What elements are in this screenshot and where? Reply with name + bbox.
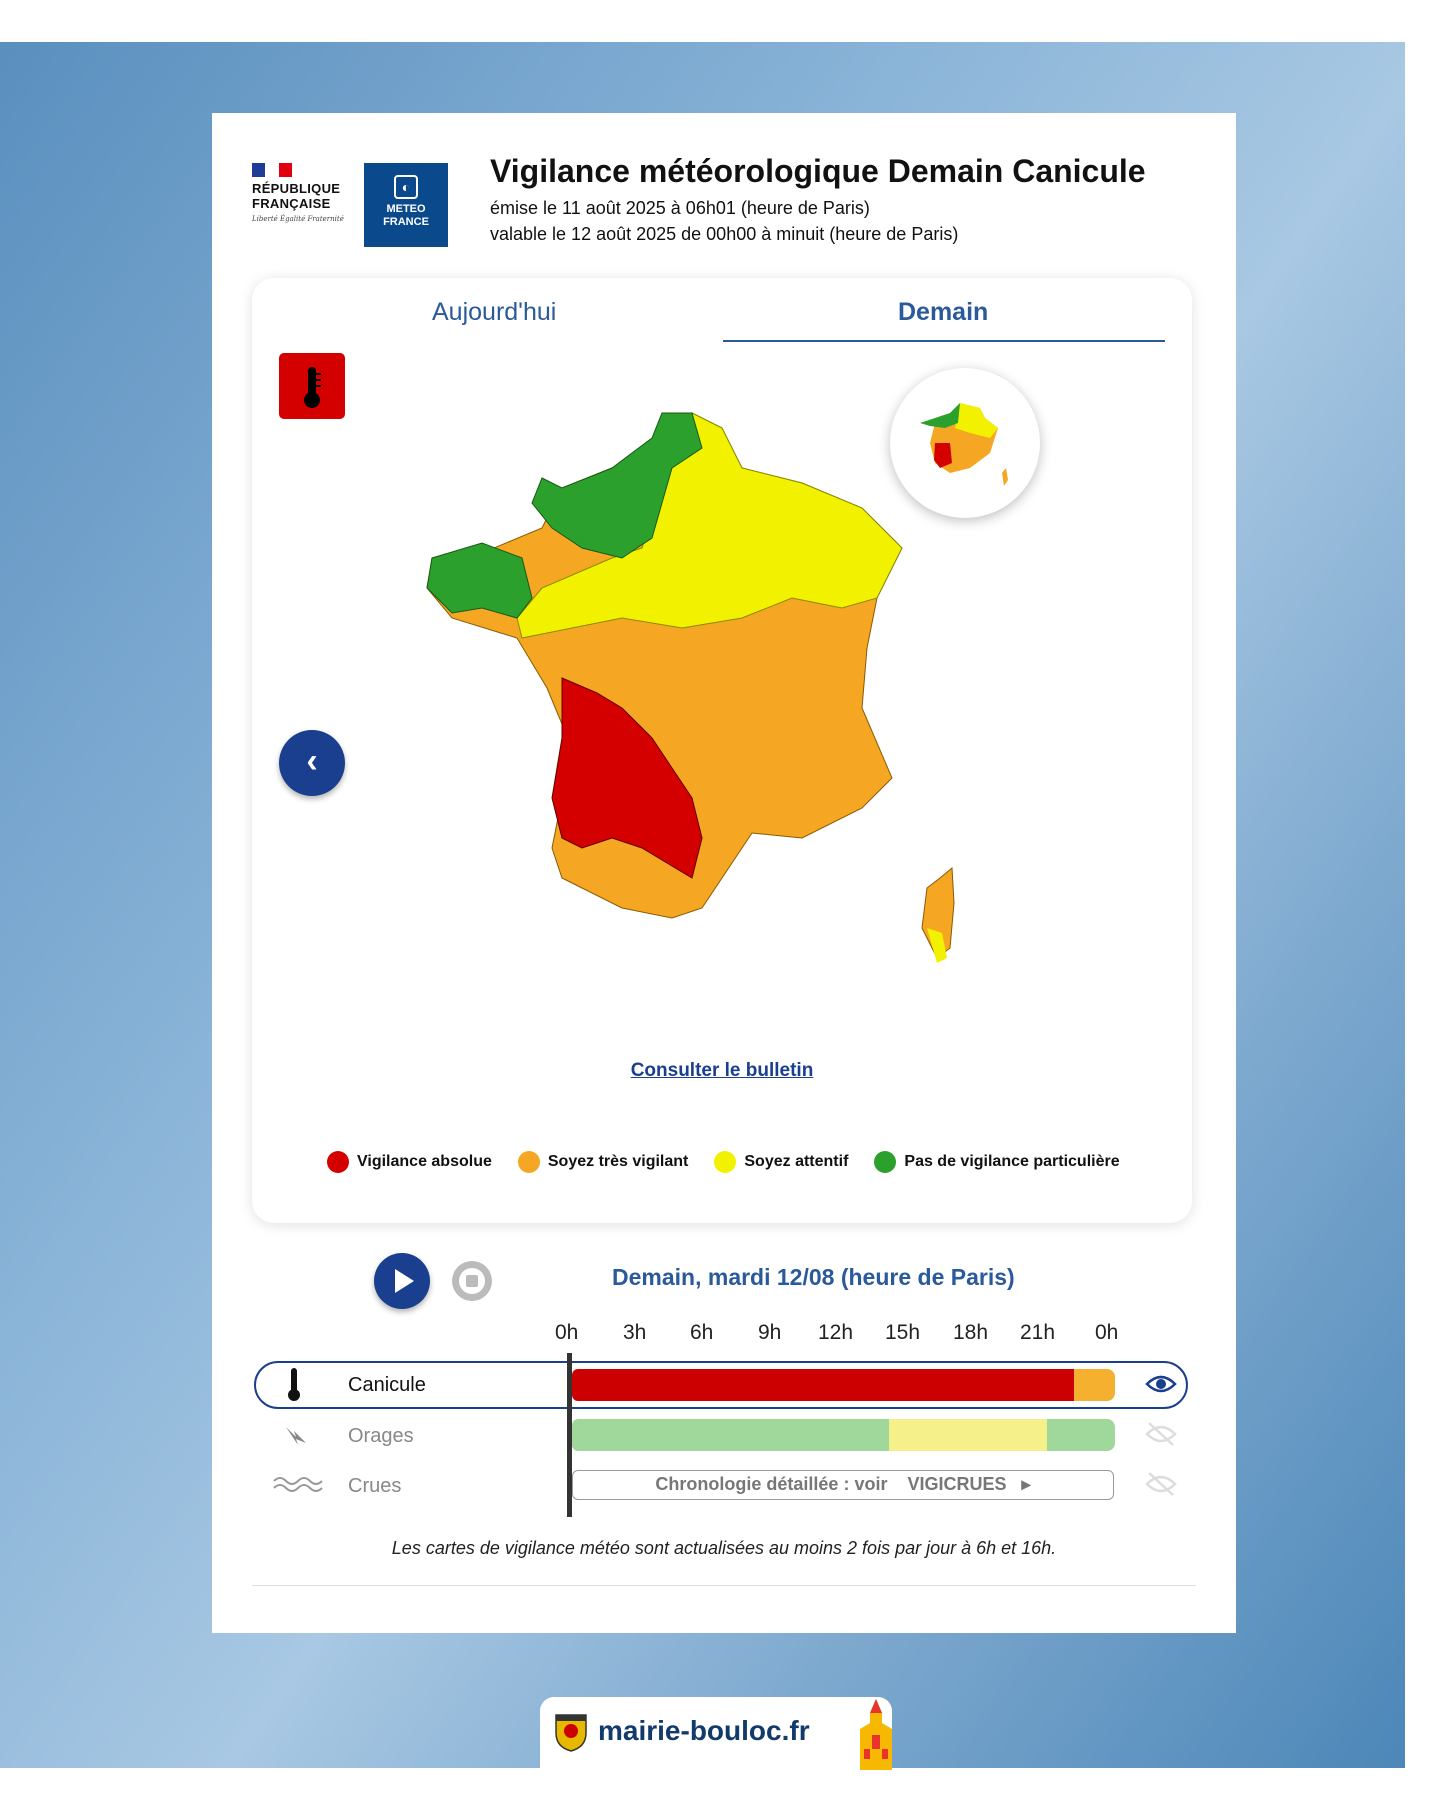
timeline-segment [572, 1369, 1074, 1401]
church-icon [846, 1699, 906, 1770]
active-tab-indicator [723, 340, 1165, 342]
legend-item: Vigilance absolue [327, 1151, 492, 1173]
legend-item: Pas de vigilance particulière [874, 1151, 1119, 1173]
thermometer-icon [282, 1365, 306, 1405]
chevron-right-icon: ▸ [1021, 1474, 1031, 1494]
republique-francaise-logo [252, 163, 352, 263]
eye-icon[interactable] [1145, 1371, 1177, 1397]
stop-icon [452, 1261, 492, 1301]
orange-dot-icon [518, 1151, 540, 1173]
tick-label: 0h [555, 1321, 579, 1344]
tick-label: 6h [690, 1321, 714, 1344]
previous-map-button[interactable] [279, 730, 345, 796]
timeline-segment [889, 1419, 1047, 1451]
eye-slash-icon[interactable] [1145, 1471, 1177, 1497]
timeline-segment [1074, 1369, 1115, 1401]
bulletin-container [252, 1060, 1192, 1082]
row-label-orages: Orages [348, 1425, 414, 1447]
row-label-canicule: Canicule [348, 1374, 426, 1396]
timeline-segment [1047, 1419, 1115, 1451]
map-legend [327, 1151, 1120, 1173]
validity-text: valable le 12 août 2025 de 00h00 à minuit (heure de Paris) [490, 224, 959, 244]
chevron-left-icon: ‹ [306, 742, 318, 780]
time-cursor[interactable] [567, 1353, 572, 1517]
tab-tomorrow[interactable]: Demain [898, 298, 989, 326]
legend-item: Soyez attentif [714, 1151, 848, 1173]
coat-of-arms-icon [554, 1711, 588, 1753]
play-button[interactable] [374, 1253, 430, 1309]
row-label-crues: Crues [348, 1475, 402, 1497]
map-panel [252, 278, 1192, 1223]
republique-line-1: RÉPUBLIQUE [252, 181, 341, 196]
yellow-dot-icon [714, 1151, 736, 1173]
tick-label: 12h [818, 1321, 854, 1344]
vigicrues-logo: VIGICRUES [907, 1474, 1007, 1494]
french-flag-icon [252, 163, 292, 177]
legend-item: Soyez très vigilant [518, 1151, 689, 1173]
mairie-banner [540, 1697, 892, 1770]
site-name[interactable]: mairie-bouloc.fr [598, 1715, 810, 1746]
tick-label: 21h [1020, 1321, 1056, 1344]
update-footnote: Les cartes de vigilance météo sont actualisées au moins 2 fois par jour à 6h et 16h. [391, 1538, 1057, 1558]
vigilance-card [212, 113, 1236, 1633]
tick-label: 15h [885, 1321, 921, 1344]
tick-label: 9h [758, 1321, 782, 1344]
eye-slash-icon[interactable] [1145, 1421, 1177, 1447]
waves-icon [272, 1473, 324, 1495]
vigicrues-link[interactable]: Chronologie détaillée : voir VIGICRUES ▸ [572, 1470, 1114, 1500]
divider [252, 1585, 1196, 1586]
thermometer-icon [279, 353, 345, 419]
issued-text: émise le 11 août 2025 à 06h01 (heure de Paris) [490, 198, 870, 218]
stop-button[interactable] [452, 1261, 492, 1301]
play-icon [374, 1253, 430, 1309]
meteo-france-icon: ◐ [394, 175, 418, 199]
france-map-svg [422, 408, 982, 998]
timeline-segment [572, 1419, 889, 1451]
green-dot-icon [874, 1151, 896, 1173]
timeline-title: Demain, mardi 12/08 (heure de Paris) [612, 1264, 1015, 1290]
thermometer-filter-button[interactable] [279, 353, 345, 419]
meteo-france-logo: ◐ METEO FRANCE [364, 163, 448, 247]
republique-line-2: FRANÇAISE [252, 196, 331, 211]
tick-label: 3h [623, 1321, 647, 1344]
tab-today[interactable]: Aujourd'hui [432, 298, 557, 326]
consult-bulletin-link[interactable]: Consulter le bulletin [630, 1060, 814, 1081]
red-dot-icon [327, 1151, 349, 1173]
lightning-icon [282, 1423, 312, 1449]
tick-label: 0h [1095, 1321, 1119, 1344]
france-vigilance-map[interactable] [422, 408, 982, 998]
tick-label: 18h [953, 1321, 989, 1344]
page-title: Vigilance météorologique Demain Canicule [490, 153, 1146, 189]
republique-motto: Liberté Égalité Fraternité [252, 215, 344, 223]
